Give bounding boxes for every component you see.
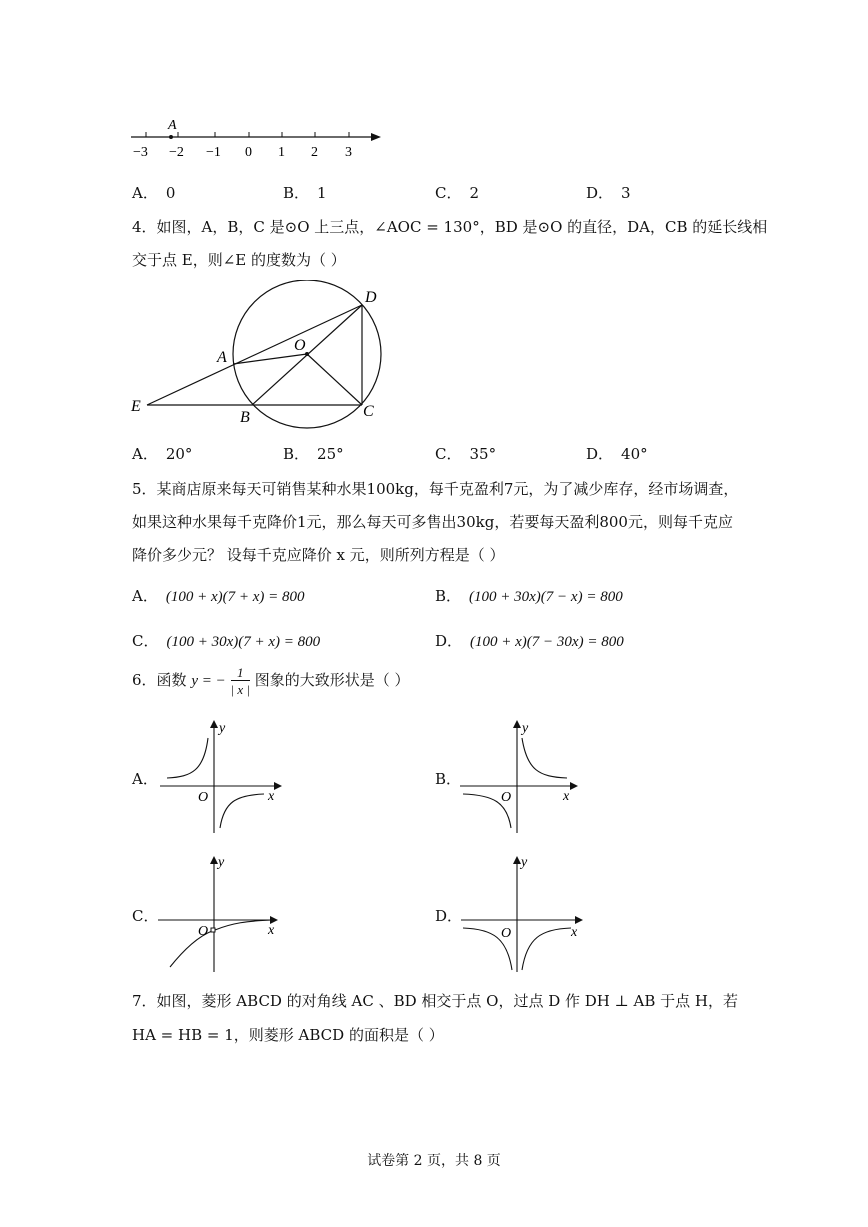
q4-option-b: B． 25° — [283, 445, 344, 463]
graph-b — [455, 718, 595, 838]
q5-option-d: D． (100 + x)(7 − 30x) = 800 — [435, 632, 624, 650]
svg-text:y: y — [521, 855, 528, 870]
q3-option-a: A． 0 — [132, 184, 176, 202]
point-a-label: A — [168, 118, 177, 133]
label-c: C — [363, 403, 374, 420]
q5-option-c: C． (100 + 30x)(7 + x) = 800 — [132, 632, 321, 650]
q6-option-c-letter: C． — [132, 907, 159, 925]
q4-option-a: A． 20° — [132, 445, 193, 463]
circle-figure — [125, 280, 395, 430]
q5-option-a: A． (100 + x)(7 + x) = 800 — [132, 587, 305, 605]
q4-stem-line1: 4．如图，A，B，C 是⊙O 上三点，∠AOC = 130°，BD 是⊙O 的直径，DA，CB 的延长线相 — [132, 218, 768, 236]
q3-option-b: B． 1 — [283, 184, 327, 202]
label-b: B — [240, 409, 250, 426]
svg-text:x: x — [571, 925, 578, 940]
svg-text:x: x — [268, 923, 275, 938]
q4-option-c: C． 35° — [435, 445, 497, 463]
graph-d — [455, 852, 595, 977]
svg-text:x: x — [563, 789, 570, 804]
tick-label: 0 — [245, 145, 252, 160]
label-d: D — [365, 289, 377, 306]
svg-text:y: y — [218, 855, 225, 870]
q3-option-d: D． 3 — [586, 184, 631, 202]
page-footer: 试卷第 2 页，共 8 页 — [367, 1153, 501, 1169]
q6-stem: 6．函数 y = − $\frac{1}{| x |}$ 图象的大致形状是（ ） — [132, 665, 410, 697]
tick-label: −1 — [206, 145, 221, 160]
q4-stem-line2: 交于点 E，则∠E 的度数为（ ） — [132, 251, 346, 269]
tick-label: −3 — [133, 145, 148, 160]
q4-option-d: D． 40° — [586, 445, 648, 463]
svg-text:O: O — [198, 924, 209, 939]
graph-c — [152, 852, 292, 977]
q5-stem-line2: 如果这种水果每千克降价1元，那么每天可多售出30kg，若要每天盈利800元，则每千克应 — [132, 513, 733, 531]
q5-stem-line3: 降价多少元？ 设每千克应降价 x 元，则所列方程是（ ） — [132, 546, 505, 564]
label-e: E — [131, 398, 141, 415]
label-o: O — [294, 337, 306, 354]
tick-label: 1 — [278, 145, 285, 160]
q6-option-b-letter: B． — [435, 770, 462, 788]
tick-label: −2 — [169, 145, 184, 160]
q5-option-b: B． (100 + 30x)(7 − x) = 800 — [435, 587, 623, 605]
q6-option-a-letter: A． — [132, 770, 158, 788]
svg-text:O: O — [501, 790, 512, 805]
number-line-figure — [125, 115, 385, 163]
q5-stem-line1: 5．某商店原来每天可销售某种水果100kg，每千克盈利7元，为了减少库存，经市场调查， — [132, 480, 739, 498]
svg-text:y: y — [219, 721, 226, 736]
q6-option-d-letter: D． — [435, 907, 463, 925]
svg-text:x: x — [268, 789, 275, 804]
tick-label: 3 — [345, 145, 352, 160]
label-a: A — [217, 349, 227, 366]
point-a-marker — [169, 135, 173, 139]
q7-stem-line2: HA = HB = 1，则菱形 ABCD 的面积是（ ） — [132, 1026, 444, 1044]
q7-stem-line1: 7．如图，菱形 ABCD 的对角线 AC 、BD 相交于点 O，过点 D 作 DH ⊥ AB 于点 H，若 — [132, 992, 739, 1010]
svg-text:O: O — [198, 790, 209, 805]
svg-text:O: O — [501, 926, 512, 941]
svg-text:y: y — [522, 721, 529, 736]
q6-fraction: $\frac{1}{| x |}$ — [230, 665, 250, 697]
graph-a — [152, 718, 292, 838]
q3-option-c: C． 2 — [435, 184, 480, 202]
tick-label: 2 — [311, 145, 318, 160]
